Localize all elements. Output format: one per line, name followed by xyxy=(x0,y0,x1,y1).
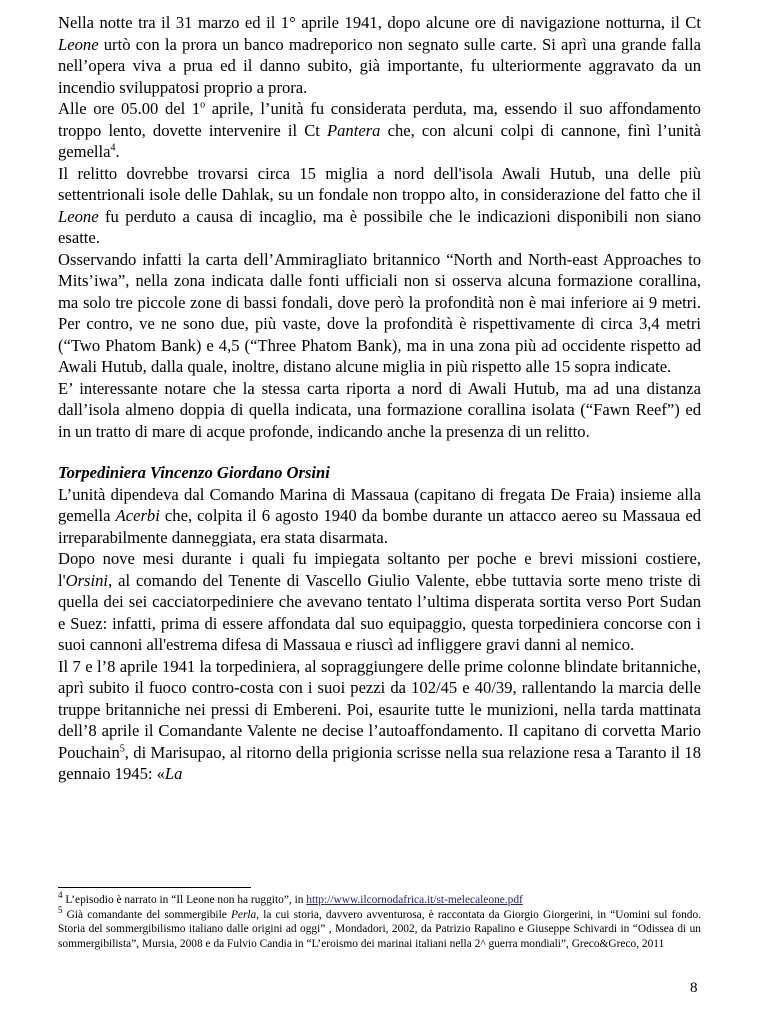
main-text xyxy=(58,12,701,785)
paragraph-2: Alle ore 05.00 del 1$^o$ aprile, l’unità fu considerata perduta, ma, essendo il suo affondamento troppo lento, dovette intervenire il Ct Pantera che, con alcuni colpi di cannone, finì l’unità gemella$^4$. xyxy=(58,99,701,161)
section-heading: Torpediniera Vincenzo Giordano Orsini xyxy=(58,463,330,482)
section-paragraph-2: Dopo nove mesi durante i quali fu impiegata soltanto per poche e brevi missioni costiere, l'Orsini, al comando del Tenente di Vascello Giulio Valente, ebbe tuttavia sorte meno triste di quella dei sei cacciatorpediniere che avevano tentato l’ultima disperata sortita verso Port Sudan e Suez: infatti, prima di essere affondata dal suo equipaggio, questa torpediniera concorse con i suoi cannoni all'estrema difesa di Massaua e riuscì ad infliggere gravi danni al nemico. xyxy=(58,549,701,654)
section-paragraph-1: L’unità dipendeva dal Comando Marina di Massaua (capitano di fregata De Fraia) insieme alla gemella Acerbi che, colpita il 6 agosto 1940 da bombe durante un attacco aereo su Massaua ed irreparabilmente danneggiata, era stata disarmata. xyxy=(58,484,701,547)
footnote-ref-5[interactable]: 5 xyxy=(119,742,125,754)
footnote-ref-4[interactable]: 4 xyxy=(110,142,116,154)
paragraph-1: Nella notte tra il 31 marzo ed il 1° aprile 1941, dopo alcune ore di navigazione notturna, il Ct Leone urtò con la prora un banco madreporico non segnato sulle carte. Si aprì una grande falla nell’opera viva a prua ed il danno subito, già importante, fu ulteriormente aggravato da un incendio sviluppatosi proprio a prora. xyxy=(58,13,701,97)
page-number: 8 xyxy=(690,980,698,996)
ship-name: Leone xyxy=(58,34,99,54)
ship-name: Acerbi xyxy=(115,506,160,525)
paragraph-3: Il relitto dovrebbe trovarsi circa 15 miglia a nord dell'isola Awali Hutub, una delle più settentrionali isole delle Dahlak, su un fondale non troppo alto, in considerazione del fatto che il Leone fu perduto a causa di incaglio, ma è possibile che le indicazioni disponibili non siano esatte. xyxy=(58,163,701,247)
ship-name: Pantera xyxy=(327,120,381,140)
paragraph-5: E’ interessante notare che la stessa carta riporta a nord di Awali Hutub, ma ad una distanza dall’isola almeno doppia di quella indicata, una formazione corallina isolata (“Fawn Reef”) ed in un tratto di mare di acque profonde, indicando anche la presenza di un relitto. xyxy=(58,378,701,441)
section-paragraph-3: Il 7 e l’8 aprile 1941 la torpediniera, al sopraggiungere delle prime colonne blindate britanniche, aprì subito il fuoco contro-costa con i suoi pezzi da 102/45 e 40/39, rallentando la marcia delle truppe britanniche nei pressi di Embereni. Poi, esaurite tutte le munizioni, nella tarda mattinata dell’8 aprile il Comandante Valente ne decise l’autoaffondamento. Il capitano di corvetta Mario Pouchain$^5$, di Marisupao, al ritorno della prigionia scrisse nella sua relazione resa a Taranto il 18 gennaio 1945: «La xyxy=(58,656,701,783)
footnote-5: $^5$ Già comandante del sommergibile Perla, la cui storia, davvero avventurosa, è raccontata da Giorgio Giorgerini, in “Uomini sul fondo. Storia del sommergibilismo italiano dalle origini ad oggi” , Mondadori, 2002, da Patrizio Rapalino e Giuseppe Schivardi in “Odissea di un sommergibilista”, Mursia, 2008 e da Fulvio Candia in “L’eroismo dei marinai italiani nella 2^ guerra mondiali”, Greco&Greco, 2011 xyxy=(58,904,701,950)
footnote-divider xyxy=(58,887,251,888)
footnote-link[interactable]: http://www.ilcornodafrica.it/st-melecaleone.pdf xyxy=(306,894,523,906)
ship-name: Leone xyxy=(58,206,99,226)
ship-name: Orsini xyxy=(65,570,109,590)
footnotes xyxy=(58,890,701,951)
footnote-4: $^4$ L’episodio è narrato in “Il Leone non ha ruggito”, in http://www.ilcornodafrica.it/st-melecaleone.pdf xyxy=(58,890,523,906)
paragraph-4: Osservando infatti la carta dell’Ammiragliato britannico “North and North-east Approaches to Mits’iwa”, nella zona indicata dalle fonti ufficiali non si osserva alcuna formazione corallina, ma solo tre piccole zone di bassi fondali, dove però la profondità non è mai inferiore ai 9 metri. Per contro, ve ne sono due, più vaste, dove la profondità è rispettivamente di circa 3,4 metri (“Two Phatom Bank) e 4,5 (“Three Phatom Bank), ma in una zona più ad occidente rispetto ad Awali Hutub, dalla quale, inoltre, distano alcune miglia in più rispetto alle 15 sopra indicate. xyxy=(58,249,701,376)
